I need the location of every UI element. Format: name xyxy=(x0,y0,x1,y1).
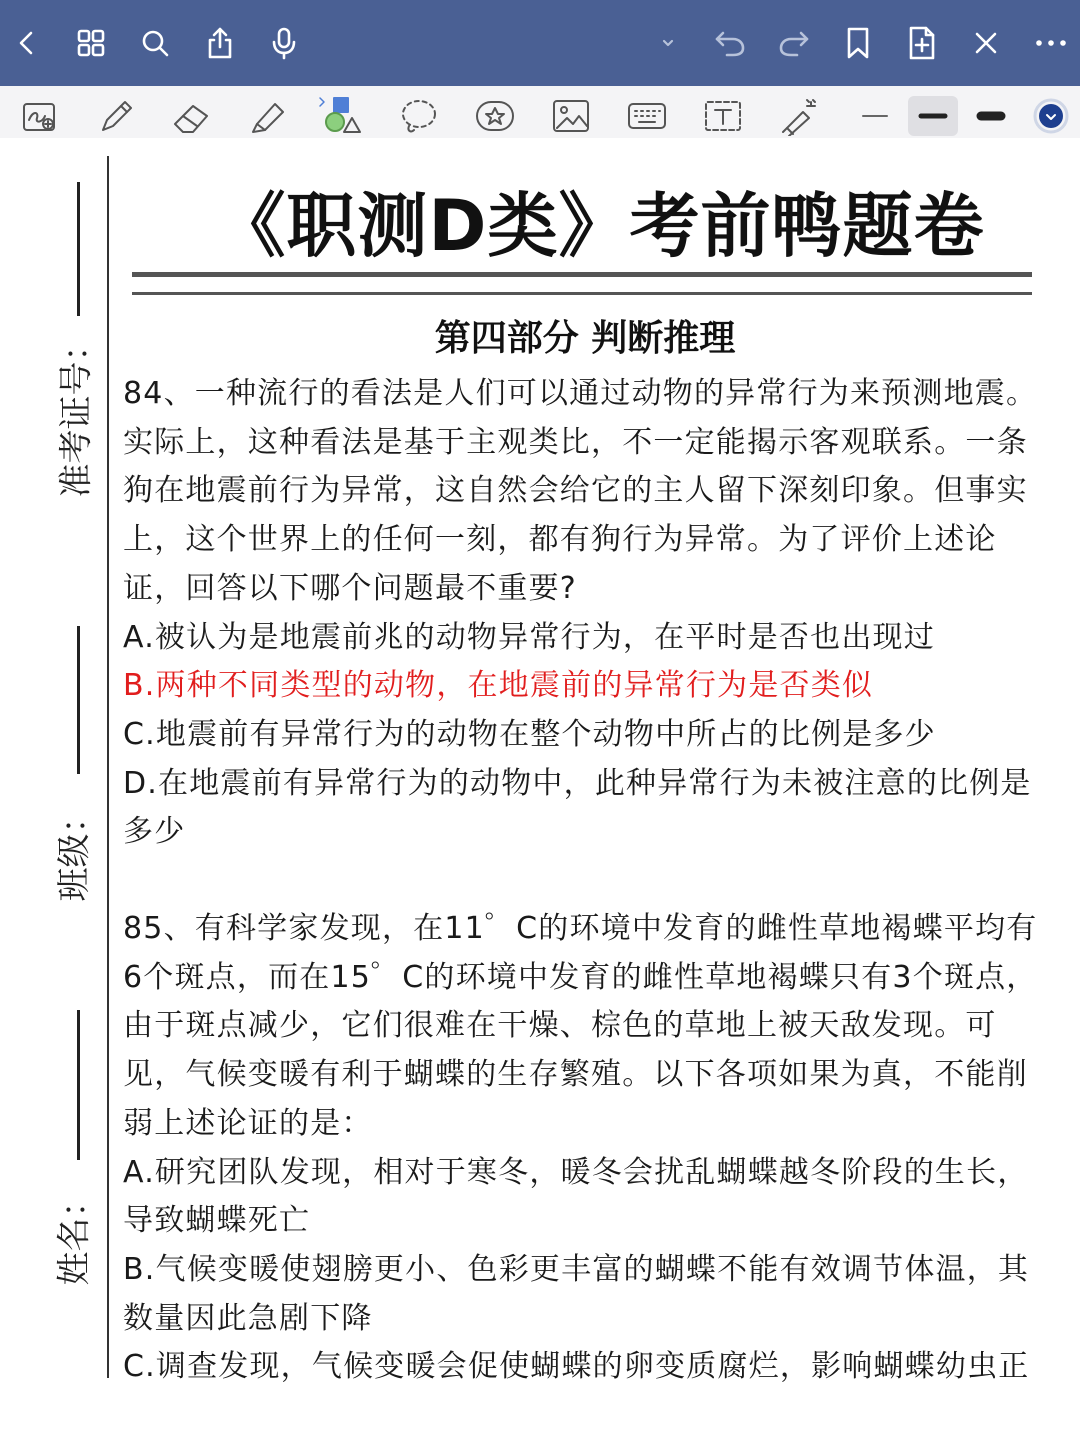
section-heading: 第四部分 判断推理 xyxy=(434,318,736,359)
thin-stroke-icon[interactable] xyxy=(852,96,898,136)
exam-id-label: 准考证号： xyxy=(56,327,97,498)
class-underline xyxy=(77,626,80,774)
drawing-toolbar xyxy=(0,86,1080,139)
redo-icon[interactable] xyxy=(771,20,817,66)
lasso-image-icon[interactable] xyxy=(16,96,62,136)
question-85-stem-line: 见，气候变暖有利于蝴蝶的生存繁殖。以下各项如果为真，不能削 xyxy=(123,1057,1028,1093)
grid-icon[interactable] xyxy=(68,20,114,66)
text-box-icon[interactable] xyxy=(700,96,746,136)
back-icon[interactable] xyxy=(4,20,50,66)
laser-pointer-icon[interactable] xyxy=(776,96,822,136)
question-85-option-a-cont: 导致蝴蝶死亡 xyxy=(123,1203,311,1239)
question-85-stem-line: 由于斑点减少，它们很难在干燥、棕色的草地上被天敌发现。可 xyxy=(123,1008,997,1044)
title-rule-thin xyxy=(132,292,1032,295)
question-84-stem-line: 狗在地震前行为异常，这自然会给它的主人留下深刻印象。但事实 xyxy=(123,473,1028,509)
lasso-icon[interactable] xyxy=(396,96,442,136)
class-label: 班级： xyxy=(54,799,95,902)
question-85-stem-line: 6个斑点，而在15゜C的环境中发育的雌性草地褐蝶只有3个斑点， xyxy=(123,959,1038,995)
question-84-stem-line: 实际上，这种看法是基于主观类比，不一定能揭示客观联系。一条 xyxy=(123,424,1028,460)
question-84-option-d: D.在地震前有异常行为的动物中，此种异常行为未被注意的比例是 xyxy=(123,765,1032,801)
name-underline xyxy=(77,1010,80,1160)
highlighter-icon[interactable] xyxy=(244,96,290,136)
page-title: 《职测D类》考前鸭题卷 xyxy=(215,185,985,267)
top-navigation-bar xyxy=(0,0,1080,86)
thick-stroke-icon[interactable] xyxy=(968,96,1014,136)
eraser-icon[interactable] xyxy=(168,96,214,136)
medium-stroke-icon[interactable] xyxy=(908,96,958,136)
image-icon[interactable] xyxy=(548,96,594,136)
close-icon[interactable] xyxy=(963,20,1009,66)
question-84-option-d-cont: 多少 xyxy=(123,814,186,850)
share-icon[interactable] xyxy=(197,20,243,66)
question-85-option-c: C.调查发现，气候变暖会促使蝴蝶的卵变质腐烂，影响蝴蝶幼虫正 xyxy=(123,1349,1030,1385)
question-84-option-a: A.被认为是地震前兆的动物异常行为，在平时是否也出现过 xyxy=(123,619,935,655)
keyboard-icon[interactable] xyxy=(624,96,670,136)
question-85-option-b-cont: 数量因此急剧下降 xyxy=(123,1300,373,1336)
color-picker-icon[interactable] xyxy=(1028,96,1074,136)
chevron-down-icon[interactable] xyxy=(645,20,691,66)
question-84-option-b-answer: B.两种不同类型的动物，在地震前的异常行为是否类似 xyxy=(123,668,874,704)
document-page[interactable] xyxy=(0,138,1080,1440)
margin-rule xyxy=(107,156,109,1378)
bookmark-icon[interactable] xyxy=(835,20,881,66)
question-84 xyxy=(123,370,1058,857)
search-icon[interactable] xyxy=(132,20,178,66)
name-label: 姓名： xyxy=(54,1183,95,1286)
sticker-icon[interactable] xyxy=(472,96,518,136)
shapes-icon[interactable] xyxy=(318,96,364,136)
question-85-stem-line: 85、有科学家发现，在11゜C的环境中发育的雌性草地褐蝶平均有 xyxy=(123,911,1038,946)
question-85-option-b: B.气候变暖使翅膀更小、色彩更丰富的蝴蝶不能有效调节体温，其 xyxy=(123,1251,1030,1287)
question-84-option-c: C.地震前有异常行为的动物在整个动物中所占的比例是多少 xyxy=(123,716,936,752)
question-84-stem-line: 上，这个世界上的任何一刻，都有狗行为异常。为了评价上述论 xyxy=(123,522,997,558)
title-rule-thick xyxy=(132,272,1032,277)
question-84-stem-line: 84、一种流行的看法是人们可以通过动物的异常行为来预测地震。 xyxy=(123,376,1038,411)
add-page-icon[interactable] xyxy=(899,20,945,66)
pen-icon[interactable] xyxy=(92,96,138,136)
microphone-icon[interactable] xyxy=(261,20,307,66)
exam-id-underline xyxy=(77,182,80,316)
question-85-option-a: A.研究团队发现，相对于寒冬，暖冬会扰乱蝴蝶越冬阶段的生长， xyxy=(123,1154,1029,1190)
undo-icon[interactable] xyxy=(707,20,753,66)
question-85 xyxy=(123,905,1058,1392)
question-85-stem-line: 弱上述论证的是： xyxy=(123,1105,373,1141)
question-84-stem-line: 证，回答以下哪个问题最不重要? xyxy=(123,570,577,606)
more-icon[interactable] xyxy=(1028,20,1074,66)
